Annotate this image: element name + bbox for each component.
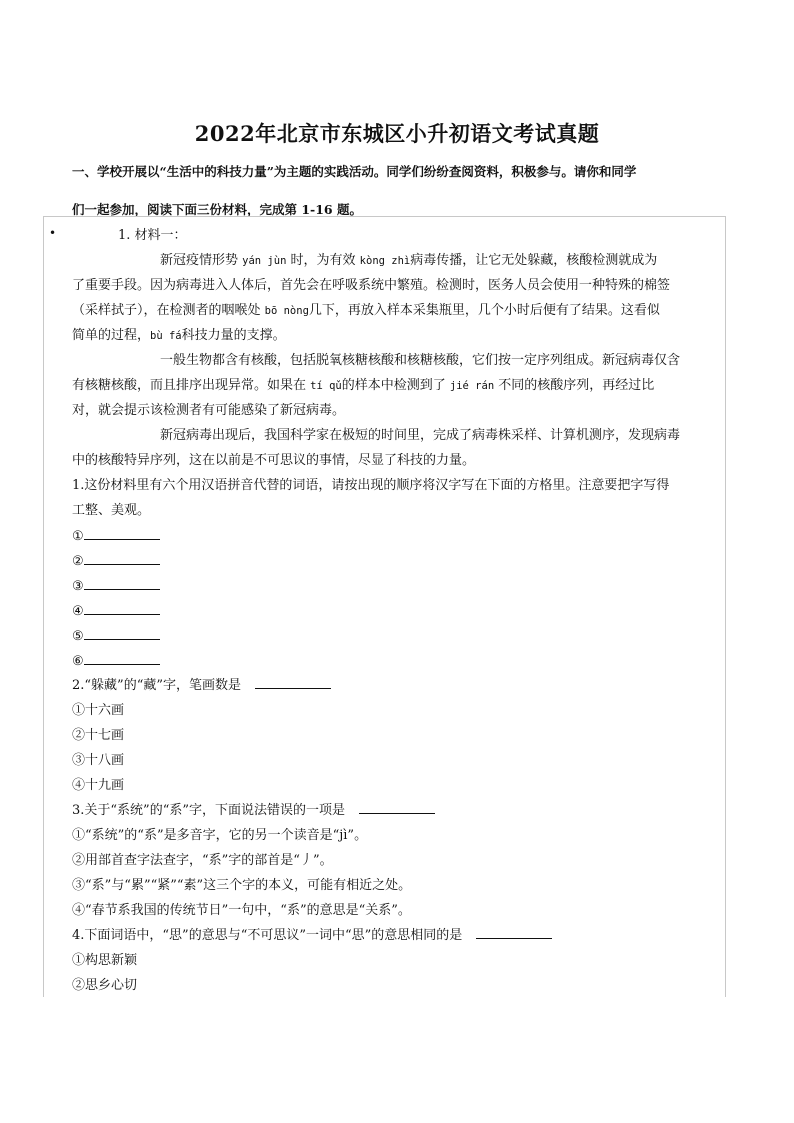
q1-answer-2 (72, 551, 724, 572)
pinyin-jieran: jié rán (449, 380, 495, 392)
text: 几下，再放入样本采集瓶里，几个小时后便有了结果。这看似 (308, 303, 660, 318)
q1-answer-3 (72, 576, 724, 597)
material-p1-line4 (72, 326, 724, 346)
answer-blank[interactable] (359, 801, 435, 814)
q3-stem (72, 801, 724, 821)
material-p3-line2: 中的核酸特异序列，这在以前是不可思议的事情，尽显了科技的力量。 (72, 453, 476, 468)
material-p3-line1: 新冠病毒出现后，我国科学家在极短的时间里，完成了病毒株采样、计算机测序，发现病毒 (160, 428, 681, 443)
bullet-icon: • (49, 226, 57, 240)
q1-stem-line2: 工整、美观。 (72, 503, 151, 518)
pinyin-yanjun: yán jùn (242, 255, 287, 267)
q4-stem-text: 4.下面词语中，“思”的意思与“不可思议”一词中“思”的意思相同的是 (72, 928, 463, 943)
text: 简单的过程， (72, 328, 151, 343)
text: 时，为有效 (286, 253, 360, 268)
q4-stem (72, 926, 724, 946)
q1-answer-1 (72, 526, 724, 547)
text: （采样拭子），在检测者的咽喉处 (72, 303, 265, 318)
q3-stem-text: 3.关于“系统”的“系”字，下面说法错误的一项是 (72, 803, 345, 818)
q3-option-2[interactable]: ②用部首查字法查字，“系”字的部首是“丿”。 (72, 853, 333, 868)
text: 病毒传播，让它无处躲藏，核酸检测就成为 (410, 253, 658, 268)
answer-blank[interactable] (84, 576, 160, 590)
answer-blank[interactable] (84, 526, 160, 540)
material-p1-line2: 了重要手段。因为病毒进入人体后，首先会在呼吸系统中繁殖。检测时，医务人员会使用一种特殊的棉签 (72, 278, 671, 293)
text: 新冠疫情形势 (160, 253, 243, 268)
answer-blank[interactable] (476, 926, 552, 939)
page-title: 2022年北京市东城区小升初语文考试真题 (194, 121, 600, 146)
material-p2-line2 (72, 376, 724, 396)
item-number: ④ (72, 604, 84, 619)
answer-blank[interactable] (84, 551, 160, 565)
q2-stem-text: 2.“躲藏”的“藏”字，笔画数是 (72, 678, 241, 693)
text: 科技力量的支撑。 (181, 328, 286, 343)
text: 不同的核酸序列，再经过比 (494, 378, 655, 393)
item-number: ③ (72, 579, 84, 594)
text: 的样本中检测到了 (341, 378, 450, 393)
q1-answer-6 (72, 651, 724, 672)
answer-blank[interactable] (255, 676, 331, 689)
pinyin-kongzhi: kòng zhì (359, 255, 411, 267)
material-p1-line1 (160, 251, 794, 271)
item-number: ⑤ (72, 629, 84, 644)
pinyin-bonong: bō nòng (264, 305, 309, 317)
answer-blank[interactable] (84, 651, 160, 665)
text: 有核糖核酸，而且排序出现异常。如果在 (72, 378, 311, 393)
q2-stem (72, 676, 724, 696)
q2-option-4[interactable]: ④十九画 (72, 778, 125, 793)
q2-option-1[interactable]: ①十六画 (72, 703, 125, 718)
material-p2-line1: 一般生物都含有核酸，包括脱氧核糖核酸和核糖核酸，它们按一定序列组成。新冠病毒仅含 (160, 353, 681, 368)
q3-option-3[interactable]: ③“系”与“累”“紧”“素”这三个字的本义，可能有相近之处。 (72, 878, 412, 893)
material-p1-line3 (72, 301, 724, 321)
intro-line-2: 们一起参加，阅读下面三份材料，完成第 1-16 题。 (72, 202, 362, 217)
material-heading: 1. 材料一： (118, 228, 187, 243)
material-p2-line3: 对，就会提示该检测者有可能感染了新冠病毒。 (72, 403, 346, 418)
item-number: ⑥ (72, 654, 84, 669)
intro-line-1: 一、学校开展以“生活中的科技力量”为主题的实践活动。同学们纷纷查阅资料，积极参与。请你和同学 (72, 164, 637, 179)
item-number: ① (72, 529, 84, 544)
pinyin-bufa: bù fá (150, 330, 182, 342)
q3-option-1[interactable]: ①“系统”的“系”是多音字，它的另一个读音是“jì”。 (72, 828, 368, 843)
q3-option-4[interactable]: ④“春节系我国的传统节日”一句中，“系”的意思是“关系”。 (72, 903, 411, 918)
answer-blank[interactable] (84, 601, 160, 615)
pinyin-tiqu: tí qǔ (310, 380, 342, 392)
q4-option-2[interactable]: ②思乡心切 (72, 978, 138, 993)
q1-stem-line1: 1.这份材料里有六个用汉语拼音代替的词语，请按出现的顺序将汉字写在下面的方格里。注意要把字写得 (72, 478, 670, 493)
item-number: ② (72, 554, 84, 569)
q2-option-2[interactable]: ②十七画 (72, 728, 125, 743)
q1-answer-4 (72, 601, 724, 622)
q1-answer-5 (72, 626, 724, 647)
q4-option-1[interactable]: ①构思新颖 (72, 953, 138, 968)
answer-blank[interactable] (84, 626, 160, 640)
q2-option-3[interactable]: ③十八画 (72, 753, 125, 768)
